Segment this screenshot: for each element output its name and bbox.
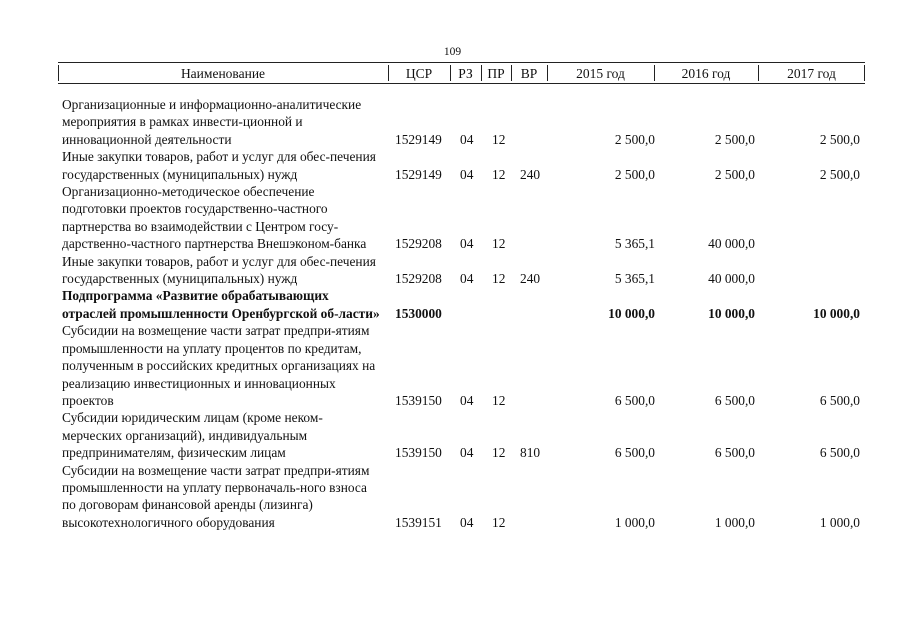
row-rz: 04: [460, 271, 474, 287]
row-csr: 1529149: [395, 131, 442, 147]
header-csr: ЦСР: [405, 66, 433, 81]
table-row: [0, 148, 905, 183]
row-2017: 2 500,0: [819, 166, 860, 182]
header-2017: 2017 год: [787, 66, 836, 81]
row-pr: 12: [492, 131, 506, 147]
table-row-subprogram: [0, 287, 905, 322]
row-name: Субсидии на возмещение части затрат предпри-ятиям промышленности на уплату процентов по кредитам, полученным в российских кредитных организациях на реализацию инвестиционных и инновационных проектов: [62, 323, 376, 408]
row-rz: 04: [460, 166, 474, 182]
table-header: [58, 62, 865, 84]
row-name: Иные закупки товаров, работ и услуг для обес-печения государственных (муниципальных) нужд: [62, 253, 376, 287]
row-pr: 12: [492, 236, 506, 252]
row-csr: 1529149: [395, 166, 442, 182]
row-2016: 6 500,0: [714, 445, 755, 461]
row-2016: 40 000,0: [708, 271, 755, 287]
row-csr: 1529208: [395, 271, 442, 287]
row-name: Субсидии на возмещение части затрат предпри-ятиям промышленности на уплату первоначаль-ного взноса по договорам финансовой аренды (лизинга) высокотехнологичного оборудования: [62, 462, 370, 530]
row-2016: 2 500,0: [714, 166, 755, 182]
row-csr: 1539150: [395, 445, 442, 461]
row-csr: 1530000: [395, 305, 442, 321]
row-2015: 5 365,1: [614, 271, 655, 287]
row-vr: 240: [520, 271, 541, 287]
row-pr: 12: [492, 166, 506, 182]
row-2016: 1 000,0: [714, 514, 755, 530]
table-row: [0, 183, 905, 253]
row-pr: 12: [492, 514, 506, 530]
header-2016: 2016 год: [681, 66, 731, 81]
row-name: Иные закупки товаров, работ и услуг для обес-печения государственных (муниципальных) нужд: [62, 149, 376, 182]
row-2016: 10 000,0: [708, 305, 755, 321]
row-rz: 04: [460, 514, 474, 530]
row-2015: 6 500,0: [614, 392, 655, 408]
row-2015: 5 365,1: [614, 236, 655, 252]
row-2015: 1 000,0: [614, 514, 655, 530]
row-2017: 10 000,0: [813, 305, 860, 321]
row-name: Организационные и информационно-аналитические мероприятия в рамках инвести-ционной и инновационной деятельности: [62, 97, 362, 147]
row-csr: 1539150: [395, 392, 442, 408]
row-2015: 10 000,0: [608, 305, 655, 321]
row-2015: 2 500,0: [614, 166, 655, 182]
row-2017: 6 500,0: [819, 445, 860, 461]
row-2017: 1 000,0: [819, 514, 860, 530]
header-2015: 2015 год: [576, 66, 625, 81]
table-body: [0, 96, 905, 531]
row-2016: 40 000,0: [708, 236, 755, 252]
row-rz: 04: [460, 131, 474, 147]
table-row: [0, 322, 905, 409]
row-rz: 04: [460, 236, 474, 252]
row-pr: 12: [492, 271, 506, 287]
row-pr: 12: [492, 392, 506, 408]
header-name: Наименование: [180, 66, 266, 81]
row-2017: 6 500,0: [819, 392, 860, 408]
header-vr: ВР: [520, 66, 538, 81]
row-vr: 810: [520, 445, 541, 461]
table-row: [0, 96, 905, 148]
row-rz: 04: [460, 392, 474, 408]
page-number: 109: [443, 46, 462, 58]
row-csr: 1529208: [395, 236, 442, 252]
row-2015: 6 500,0: [614, 445, 655, 461]
row-name: Субсидии юридическим лицам (кроме неком-мерческих организаций), индивидуальным предпринимателям, физическим лицам: [62, 410, 323, 461]
row-2017: 2 500,0: [819, 131, 860, 147]
header-divider: [864, 65, 865, 81]
table-row: [0, 462, 905, 532]
header-pr: ПР: [487, 66, 505, 81]
row-2016: 6 500,0: [714, 392, 755, 408]
table-row: [0, 253, 905, 288]
row-pr: 12: [492, 445, 506, 461]
row-rz: 04: [460, 445, 474, 461]
row-vr: 240: [520, 166, 541, 182]
table-row: [0, 409, 905, 461]
row-2015: 2 500,0: [614, 131, 655, 147]
row-name: Организационно-методическое обеспечение подготовки проектов государственно-частного партнерства во взаимодействии с Центром госу-дарственно-частного партнерства Внешэконом-банка: [62, 184, 367, 252]
header-rz: РЗ: [458, 66, 473, 81]
row-2016: 2 500,0: [714, 131, 755, 147]
row-name: Подпрограмма «Развитие обрабатывающих отраслей промышленности Оренбургской об-ласти»: [62, 288, 380, 321]
row-csr: 1539151: [395, 514, 442, 530]
